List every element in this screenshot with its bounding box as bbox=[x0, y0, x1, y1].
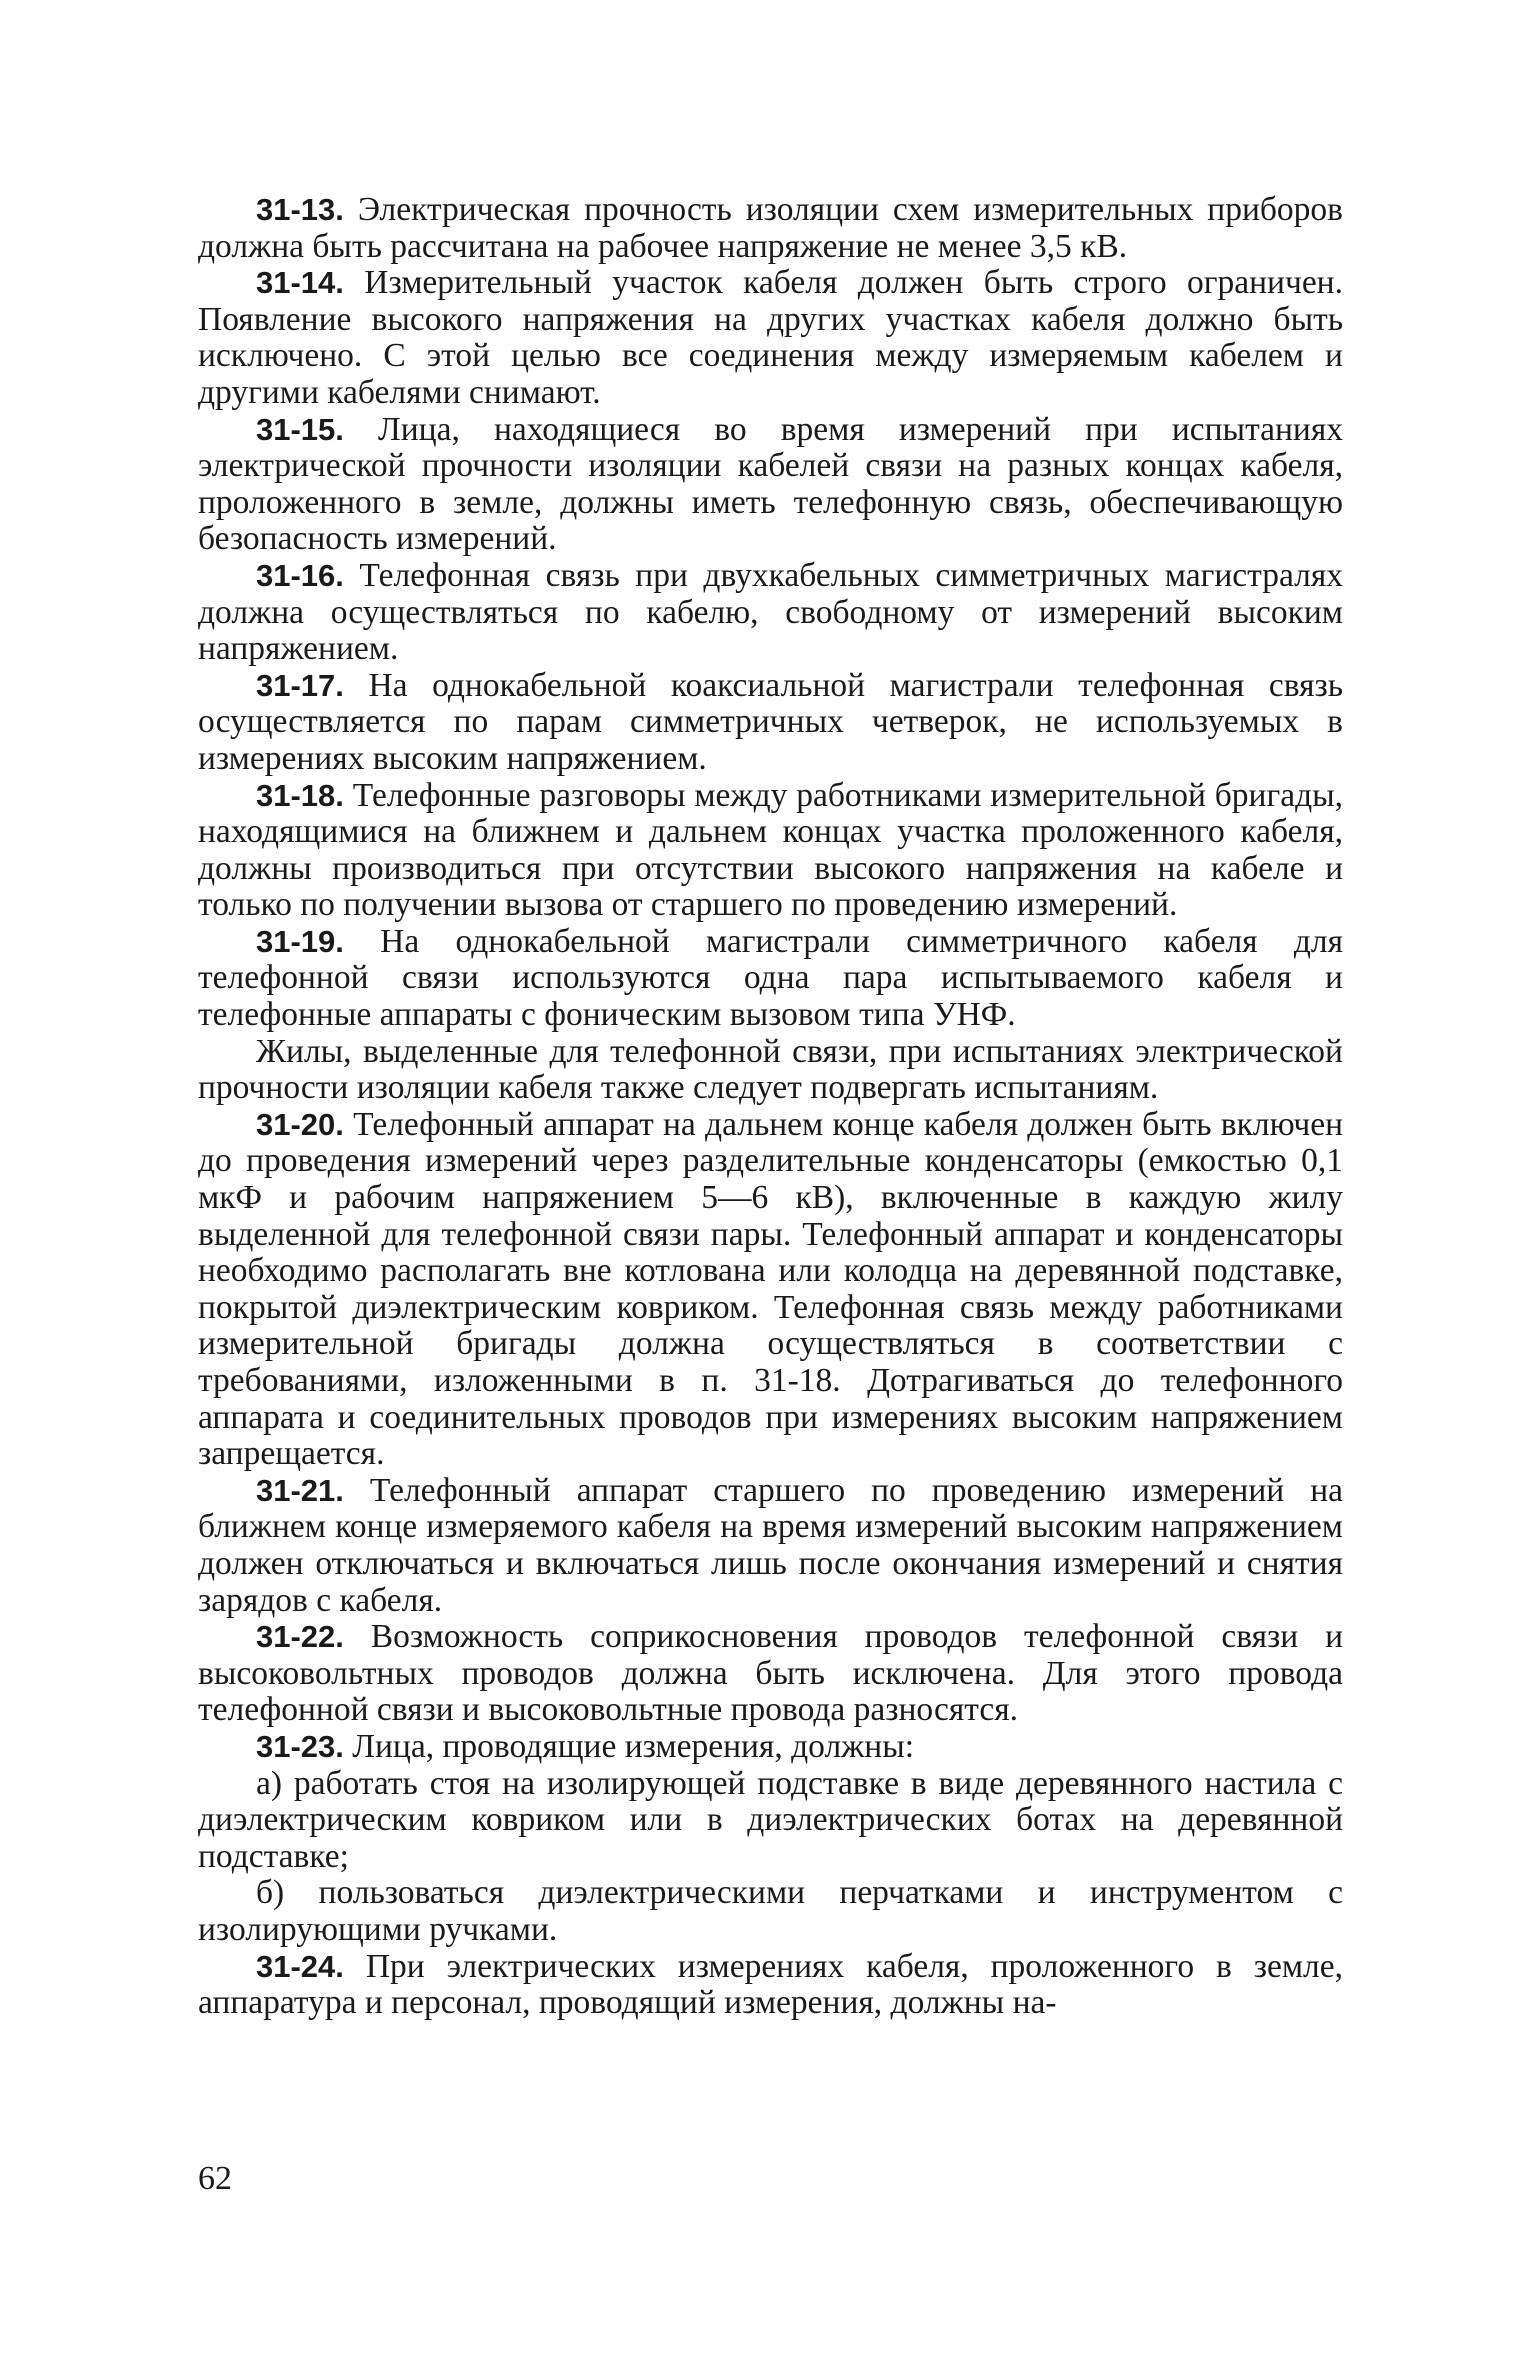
clause-number: 31-21. bbox=[256, 1472, 344, 1508]
list-item-b bbox=[198, 1875, 1343, 1948]
paragraph-text: а) работать стоя на изолирующей подставке в виде деревянного настила с диэлектрическим ковриком или в диэлектрических ботах на деревянной подставке; bbox=[198, 1764, 1343, 1875]
paragraph-text: Лица, проводящие измерения, должны: bbox=[343, 1727, 915, 1765]
clause-number: 31-13. bbox=[256, 192, 344, 227]
clause-number: 31-17. bbox=[256, 667, 344, 703]
paragraph-text: б) пользоваться диэлектрическими перчатками и инструментом с изолирующими ручками. bbox=[198, 1874, 1343, 1948]
paragraph-31-21 bbox=[198, 1473, 1343, 1619]
paragraph-31-23 bbox=[198, 1729, 1343, 1766]
clause-number: 31-16. bbox=[256, 557, 344, 593]
paragraph-31-15 bbox=[198, 412, 1343, 558]
page-number: 62 bbox=[198, 2160, 232, 2197]
list-item-a bbox=[198, 1766, 1343, 1876]
paragraph-text: Электрическая прочность изоляции схем измерительных приборов должна быть рассчитана на рабочее напряжение не менее 3,5 кВ. bbox=[198, 191, 1343, 265]
paragraph-31-19-cont bbox=[198, 1034, 1343, 1107]
paragraph-text: Телефонный аппарат старшего по проведению измерений на ближнем конце измеряемого кабеля на время измерений высоким напряжением должен отключаться и включаться лишь после окончания измерений и снятия зарядов с кабеля. bbox=[198, 1471, 1343, 1619]
paragraph-31-22 bbox=[198, 1619, 1343, 1729]
clause-number: 31-15. bbox=[256, 411, 344, 447]
paragraph-text: Возможность соприкосновения проводов телефонной связи и высоковольтных проводов должна быть исключена. Для этого провода телефонной связи и высоковольтные провода разносятся. bbox=[198, 1618, 1343, 1729]
paragraph-31-19 bbox=[198, 924, 1343, 1034]
paragraph-text: Телефонная связь при двухкабельных симметричных магистралях должна осуществляться по кабелю, свободному от измерений высоким напряжением. bbox=[198, 556, 1343, 668]
document-body bbox=[198, 192, 1343, 2022]
paragraph-31-24 bbox=[198, 1949, 1343, 2022]
paragraph-text: Телефонные разговоры между работниками измерительной бригады, находящимися на ближнем и дальнем концах участка проложенного кабеля, должны производиться при отсутствии высокого напряжения на кабеле и только по получении вызова от старшего по проведению измерений. bbox=[198, 776, 1343, 924]
paragraph-31-18 bbox=[198, 778, 1343, 924]
paragraph-text: На однокабельной коаксиальной магистрали телефонная связь осуществляется по парам симметричных четверок, не используемых в измерениях высоким напряжением. bbox=[198, 666, 1343, 777]
clause-number: 31-22. bbox=[256, 1619, 344, 1655]
paragraph-31-16 bbox=[198, 558, 1343, 668]
paragraph-31-14 bbox=[198, 265, 1343, 411]
paragraph-text: При электрических измерениях кабеля, проложенного в земле, аппаратура и персонал, проводящий измерения, должны на- bbox=[198, 1947, 1343, 2022]
clause-number: 31-19. bbox=[256, 923, 344, 959]
clause-number: 31-14. bbox=[256, 265, 344, 301]
clause-number: 31-18. bbox=[256, 777, 344, 813]
clause-number: 31-24. bbox=[256, 1948, 344, 1984]
paragraph-text: Телефонный аппарат на дальнем конце кабеля должен быть включен до проведения измерений через разделительные конденсаторы (емкостью 0,1 мкФ и рабочим напряжением 5—6 кВ), включенные в каждую жилу выделенной для телефонной связи пары. Телефонный аппарат и конденсаторы необходимо располагать вне котлована или колодца на деревянной подставке, покрытой диэлектрическим ковриком. Телефонная связь между работниками измерительной бригады должна осуществляться в соответствии с требованиями, изложенными в п. 31-18. Дотрагиваться до телефонного аппарата и соединительных проводов при измерениях высоким напряжением запрещается. bbox=[198, 1105, 1343, 1473]
paragraph-31-17 bbox=[198, 668, 1343, 778]
paragraph-text: Измерительный участок кабеля должен быть строго ограничен. Появление высокого напряжения на других участках кабеля должно быть исключено. С этой целью все соединения между измеряемым кабелем и другими кабелями снимают. bbox=[198, 264, 1343, 411]
paragraph-text: Лица, находящиеся во время измерений при испытаниях электрической прочности изоляции кабелей связи на разных концах кабеля, проложенного в земле, должны иметь телефонную связь, обеспечивающую безопасность измерений. bbox=[198, 410, 1343, 558]
clause-number: 31-23. bbox=[256, 1728, 344, 1764]
paragraph-31-13 bbox=[198, 192, 1343, 265]
paragraph-31-20 bbox=[198, 1107, 1343, 1473]
clause-number: 31-20. bbox=[256, 1106, 344, 1142]
paragraph-text: На однокабельной магистрали симметричного кабеля для телефонной связи используются одна пара испытываемого кабеля и телефонные аппараты с фоническим вызовом типа УНФ. bbox=[198, 922, 1343, 1034]
paragraph-text: Жилы, выделенные для телефонной связи, при испытаниях электрической прочности изоляции кабеля также следует подвергать испытаниям. bbox=[198, 1032, 1343, 1107]
